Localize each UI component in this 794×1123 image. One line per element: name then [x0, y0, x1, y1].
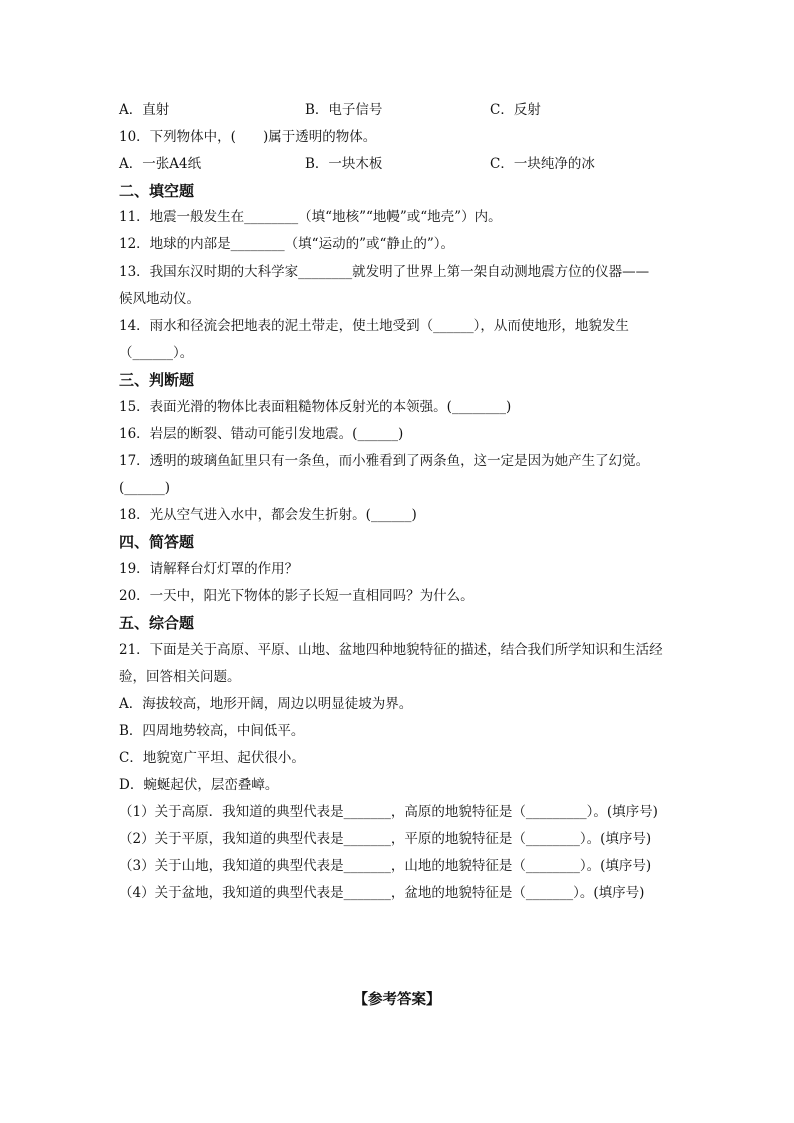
- q21-line1: 21．下面是关于高原、平原、山地、盆地四种地貌特征的描述，结合我们所学知识和生活经: [119, 642, 663, 658]
- q13-line2: 候风地动仪。: [119, 291, 200, 307]
- q16-text: 16．岩层的断裂、错动可能引发地震。(______): [119, 426, 404, 442]
- q19-text: 19．请解释台灯灯罩的作用？: [119, 561, 299, 577]
- q10-option-b: B．一块木板: [305, 156, 383, 172]
- q21-option-b: B．四周地势较高，中间低平。: [119, 723, 305, 739]
- q10-option-a: A．一张A4纸: [119, 156, 202, 172]
- q18-text: 18．光从空气进入水中，都会发生折射。(______): [119, 507, 417, 523]
- q11-text: 11．地震一般发生在________（填“地核”“地幔”或“地壳”）内。: [119, 209, 502, 225]
- q17-line2: (______): [119, 480, 171, 496]
- q21-sub-1: （1）关于高原．我知道的典型代表是_______，高原的地貌特征是（_________）。(填序号): [119, 804, 658, 820]
- q21-option-a: A．海拔较高，地形开阔，周边以明显徒坡为界。: [119, 696, 413, 712]
- q21-option-c: C．地貌宽广平坦、起伏很小。: [119, 750, 305, 766]
- q12-text: 12．地球的内部是________（填“运动的”或“静止的”）。: [119, 236, 455, 252]
- q20-text: 20．一天中，阳光下物体的影子长短一直相同吗？为什么。: [119, 588, 474, 604]
- q21-line2: 验，回答相关问题。: [119, 669, 241, 685]
- q10-text: 10．下列物体中，( )属于透明的物体。: [119, 129, 377, 145]
- q21-sub-3: （3）关于山地，我知道的典型代表是_______，山地的地貌特征是（________）。(填序号): [119, 858, 652, 874]
- section-heading-fill-blank: 二、填空题: [119, 182, 195, 200]
- section-heading-true-false: 三、判断题: [119, 371, 195, 389]
- q9-option-c: C．反射: [490, 102, 541, 118]
- answer-key-heading: 【参考答案】: [353, 991, 441, 1008]
- q15-text: 15．表面光滑的物体比表面粗糙物体反射光的本领强。(________): [119, 399, 512, 415]
- q14-line1: 14．雨水和径流会把地表的泥土带走，使土地受到（______），从而使地形，地貌发生: [119, 318, 629, 334]
- section-heading-comprehensive: 五、综合题: [119, 614, 195, 632]
- q9-option-a: A．直射: [119, 102, 170, 118]
- q14-line2: （______）。: [119, 345, 194, 361]
- section-heading-short-answer: 四、简答题: [119, 533, 195, 551]
- q21-sub-4: （4）关于盆地，我知道的典型代表是_______，盆地的地貌特征是（_______）。(填序号): [119, 885, 645, 901]
- q13-line1: 13．我国东汉时期的大科学家________就发明了世界上第一架自动测地震方位的仪器——: [119, 264, 650, 280]
- q21-sub-2: （2）关于平原，我知道的典型代表是_______，平原的地貌特征是（________）。(填序号): [119, 831, 652, 847]
- q21-option-d: D．蜿蜒起伏，层峦叠嶂。: [119, 777, 279, 793]
- q10-option-c: C．一块纯净的冰: [490, 156, 595, 172]
- q17-line1: 17．透明的玻璃鱼缸里只有一条鱼，而小雅看到了两条鱼，这一定是因为她产生了幻觉。: [119, 453, 650, 469]
- q9-option-b: B．电子信号: [305, 102, 383, 118]
